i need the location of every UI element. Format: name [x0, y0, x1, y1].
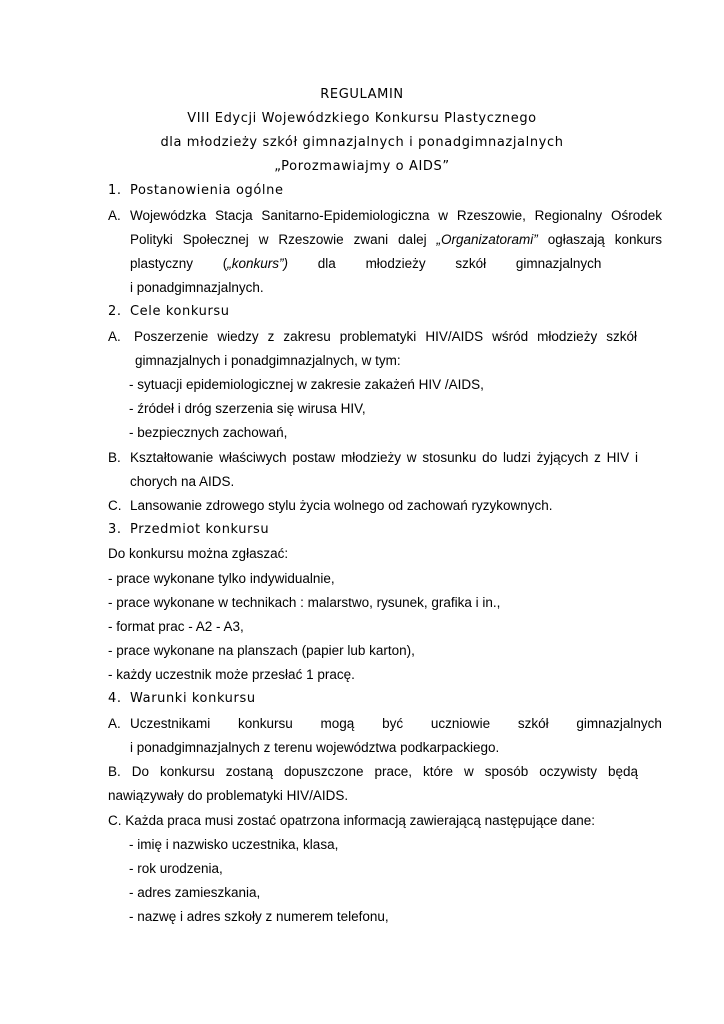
section-1-heading — [108, 182, 284, 200]
document-title: REGULAMIN — [320, 87, 404, 102]
list-item: - prace wykonane tylko indywidualnie, — [108, 571, 335, 586]
section-title: Warunki konkursu — [130, 691, 256, 706]
section-number: 3. — [108, 522, 122, 537]
document-subtitle: VIII Edycji Wojewódzkiego Konkursu Plastycznego — [187, 111, 537, 126]
paragraph-line: i ponadgimnazjalnych z terenu województwa podkarpackiego. — [130, 740, 500, 755]
list-item: - nazwę i adres szkoły z numerem telefonu, — [129, 909, 389, 924]
paragraph-line: gimnazjalnych i ponadgimnazjalnych, w tym: — [135, 353, 401, 368]
list-item: - format prac - A2 - A3, — [108, 619, 244, 634]
section-number: 1. — [108, 183, 122, 198]
list-item: - źródeł i dróg szerzenia się wirusa HIV, — [129, 401, 366, 416]
section-3-heading — [108, 521, 269, 539]
organizers-term: „Organizatorami” — [436, 232, 538, 247]
paragraph-line: Do konkursu można zgłaszać: — [108, 546, 289, 561]
list-item: - rok urodzenia, — [129, 861, 223, 876]
konkurs-term: „konkurs”) — [227, 256, 289, 271]
list-item: - adres zamieszkania, — [129, 885, 261, 900]
list-item: - bezpiecznych zachowań, — [129, 425, 288, 440]
list-item: - każdy uczestnik może przesłać 1 pracę. — [108, 667, 355, 682]
section-number: 4. — [108, 691, 122, 706]
section-2-item-b-marker: B. — [108, 450, 121, 465]
section-4-item-a-marker: A. — [108, 716, 121, 731]
paragraph-line: C. Każda praca musi zostać opatrzona informacją zawierającą następujące dane: — [108, 813, 596, 828]
document-subtitle-audience: dla młodzieży szkół gimnazjalnych i ponadgimnazjalnych — [160, 135, 564, 150]
section-title: Cele konkursu — [130, 304, 230, 319]
section-2-heading — [108, 303, 230, 321]
paragraph-line: B. Do konkursu zostaną dopuszczone prace, które w sposób oczywisty będą — [108, 764, 638, 779]
paragraph-line: Kształtowanie właściwych postaw młodzieży w stosunku do ludzi żyjących z HIV i — [130, 450, 638, 465]
paragraph-line: Poszerzenie wiedzy z zakresu problematyki HIV/AIDS wśród młodzieży szkół — [134, 329, 637, 344]
list-item: - prace wykonane w technikach : malarstwo, rysunek, grafika i in., — [108, 595, 501, 610]
list-item: - imię i nazwisko uczestnika, klasa, — [129, 837, 339, 852]
paragraph-line: Uczestnikami konkursu mogą być uczniowie szkół gimnazjalnych — [130, 716, 662, 731]
section-2-item-c-marker: C. — [108, 498, 122, 513]
section-2-item-a-marker: A. — [108, 329, 121, 344]
paragraph-line: nawiązywały do problematyki HIV/AIDS. — [108, 788, 349, 803]
contest-motto: „Porozmawiajmy o AIDS” — [274, 159, 450, 174]
section-title: Przedmiot konkursu — [130, 522, 270, 537]
list-item: - prace wykonane na planszach (papier lub karton), — [108, 643, 415, 658]
paragraph-line: Lansowanie zdrowego stylu życia wolnego od zachowań ryzykownych. — [130, 498, 553, 513]
paragraph-line: Wojewódzka Stacja Sanitarno-Epidemiologiczna w Rzeszowie, Regionalny Ośrodek — [130, 208, 662, 223]
paragraph-line: i ponadgimnazjalnych. — [130, 280, 264, 295]
section-1-item-a-marker: A. — [108, 208, 121, 223]
section-title: Postanowienia ogólne — [130, 183, 284, 198]
paragraph-line: chorych na AIDS. — [130, 474, 235, 489]
paragraph-line: Polityki Społecznej w Rzeszowie zwani dalej „Organizatorami” ogłaszają konkurs — [130, 232, 662, 247]
paragraph-line: plastyczny („konkurs”) dla młodzieży szkół gimnazjalnych — [130, 256, 602, 271]
list-item: - sytuacji epidemiologicznej w zakresie zakażeń HIV /AIDS, — [129, 377, 484, 392]
section-number: 2. — [108, 304, 122, 319]
section-4-heading — [108, 690, 256, 708]
